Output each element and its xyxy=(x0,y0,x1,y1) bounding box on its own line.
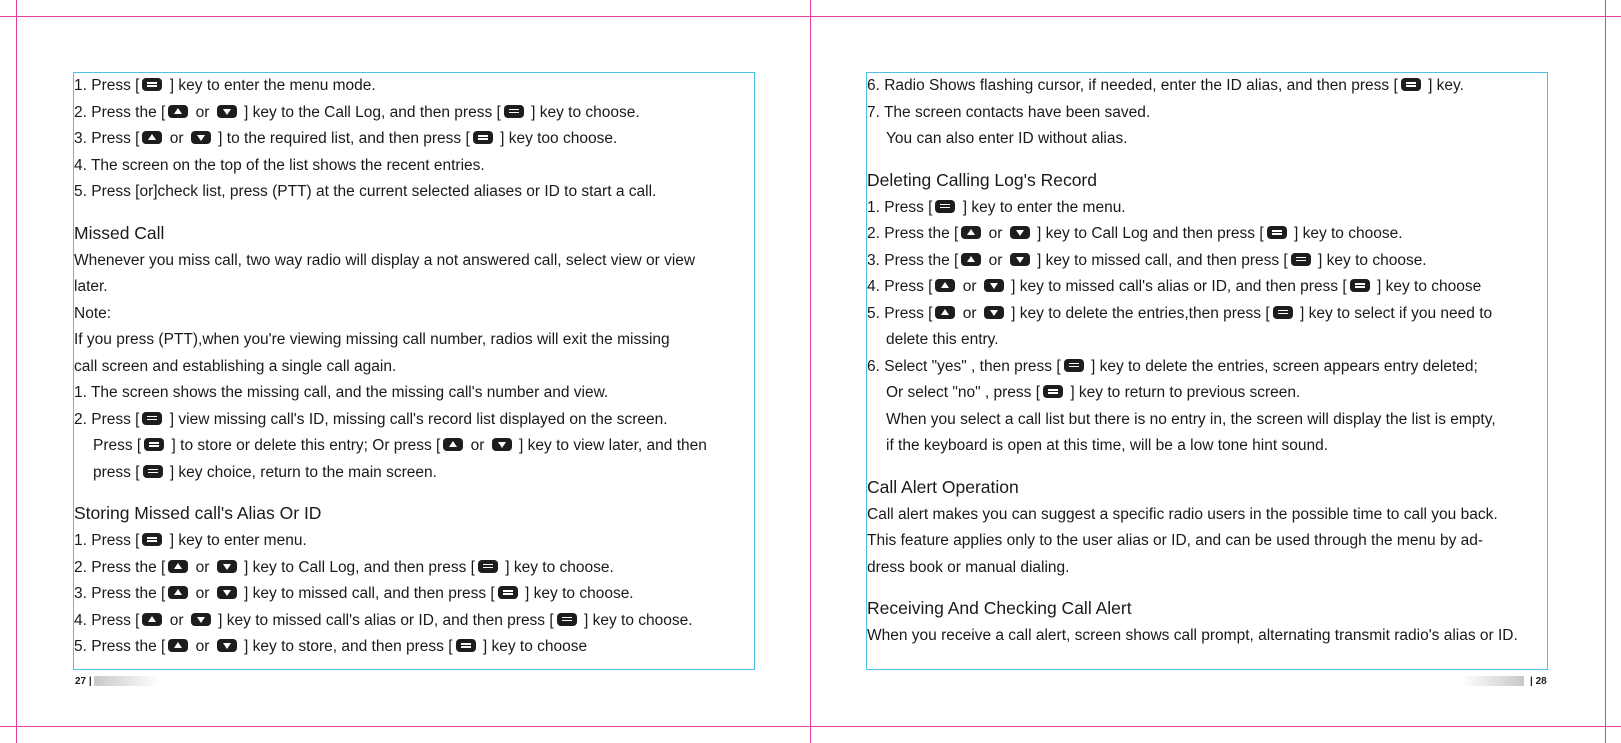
down-arrow-key-icon xyxy=(984,279,1004,292)
menu-key-icon xyxy=(478,560,498,573)
page-number-left: 27 | xyxy=(75,676,92,687)
down-arrow-key-icon xyxy=(191,613,211,626)
down-arrow-key-icon xyxy=(492,438,512,451)
step-line: 5. Press the [ or ] key to store, and then press [ ] key to choose xyxy=(74,638,588,655)
down-arrow-key-icon xyxy=(217,560,237,573)
menu-key-icon xyxy=(144,438,164,451)
up-arrow-key-icon xyxy=(168,586,188,599)
up-arrow-key-icon xyxy=(961,226,981,239)
down-arrow-key-icon xyxy=(1010,226,1030,239)
step-line: Press [ ] to store or delete this entry; Or press [ or ] key to view later, and then xyxy=(93,437,707,454)
menu-key-icon xyxy=(142,412,162,425)
step-line: 1. Press [ ] key to enter menu. xyxy=(74,532,307,549)
step-line: 1. The screen shows the missing call, and the missing call's number and view. xyxy=(74,384,609,401)
footer-gradient-bar-left xyxy=(94,676,159,686)
step-line: 4. The screen on the top of the list shows the recent entries. xyxy=(74,156,485,174)
step-line: delete this entry. xyxy=(886,331,999,348)
menu-key-icon xyxy=(1350,279,1370,292)
menu-key-icon xyxy=(935,200,955,213)
step-line: 3. Press [ or ] to the required list, and then press [ ] key too choose. xyxy=(74,130,618,147)
up-arrow-key-icon xyxy=(142,613,162,626)
paragraph-line: Whenever you miss call, two way radio will display a not answered call, select view or view xyxy=(74,251,696,269)
section-heading-storing: Storing Missed call's Alias Or ID xyxy=(74,503,322,523)
menu-key-icon xyxy=(142,78,162,91)
menu-key-icon xyxy=(498,586,518,599)
up-arrow-key-icon xyxy=(961,253,981,266)
down-arrow-key-icon xyxy=(217,586,237,599)
paragraph-line: This feature applies only to the user alias or ID, and can be used through the menu by ad- xyxy=(867,532,1484,549)
down-arrow-key-icon xyxy=(217,639,237,652)
trim-line-left xyxy=(16,0,17,743)
paragraph-line: later. xyxy=(74,278,108,295)
up-arrow-key-icon xyxy=(935,306,955,319)
left-page-text-frame xyxy=(73,72,755,670)
down-arrow-key-icon xyxy=(217,105,237,118)
up-arrow-key-icon xyxy=(142,131,162,144)
menu-key-icon xyxy=(504,105,524,118)
up-arrow-key-icon xyxy=(443,438,463,451)
step-line: 1. Press [ ] key to enter the menu. xyxy=(867,198,1126,216)
section-heading-call-alert: Call Alert Operation xyxy=(867,476,1019,497)
step-line: 6. Select "yes" , then press [ ] key to delete the entries, screen appears entry deleted; xyxy=(867,357,1478,375)
step-line: When you select a call list but there is no entry in, the screen will display the list is empty, xyxy=(886,410,1496,428)
menu-key-icon xyxy=(1043,385,1063,398)
paragraph-line: When you receive a call alert, screen shows call prompt, alternating transmit radio's alias or ID. xyxy=(867,627,1518,644)
note-label: Note: xyxy=(74,304,112,322)
step-line: 7. The screen contacts have been saved. xyxy=(867,103,1151,121)
section-heading-deleting: Deleting Calling Log's Record xyxy=(867,169,1097,190)
step-line: Or select "no" , press [ ] key to return to previous screen. xyxy=(886,384,1301,401)
up-arrow-key-icon xyxy=(168,105,188,118)
step-line: 4. Press [ or ] key to missed call's alias or ID, and then press [ ] key to choose. xyxy=(74,611,693,629)
right-page-text-frame xyxy=(866,72,1548,670)
step-line: 5. Press [or]check list, press (PTT) at the current selected aliases or ID to start a call. xyxy=(74,183,657,200)
menu-key-icon xyxy=(1267,226,1287,239)
step-line: 3. Press the [ or ] key to missed call, and then press [ ] key to choose. xyxy=(867,251,1427,269)
left-page-text xyxy=(74,73,774,661)
menu-key-icon xyxy=(1291,253,1311,266)
up-arrow-key-icon xyxy=(935,279,955,292)
menu-key-icon xyxy=(1064,359,1084,372)
paragraph-line: call screen and establishing a single call again. xyxy=(74,357,397,375)
step-line: You can also enter ID without alias. xyxy=(886,130,1128,147)
step-line: 5. Press [ or ] key to delete the entries,then press [ ] key to select if you need to xyxy=(867,304,1493,322)
trim-line-right xyxy=(1605,0,1606,743)
step-line: 2. Press the [ or ] key to the Call Log, and then press [ ] key to choose. xyxy=(74,103,640,121)
menu-key-icon xyxy=(143,465,163,478)
footer-gradient-bar-right xyxy=(1461,676,1524,686)
step-line: 3. Press the [ or ] key to missed call, and then press [ ] key to choose. xyxy=(74,585,634,602)
right-page-text xyxy=(867,73,1567,650)
step-line: 2. Press the [ or ] key to Call Log and then press [ ] key to choose. xyxy=(867,225,1403,242)
spine-line xyxy=(810,0,811,743)
section-heading-receiving: Receiving And Checking Call Alert xyxy=(867,598,1132,618)
section-heading-missed-call: Missed Call xyxy=(74,222,165,243)
paragraph-line: dress book or manual dialing. xyxy=(867,558,1070,576)
step-line: 4. Press [ or ] key to missed call's alias or ID, and then press [ ] key to choose xyxy=(867,278,1482,295)
menu-key-icon xyxy=(456,639,476,652)
step-line: if the keyboard is open at this time, will be a low tone hint sound. xyxy=(886,437,1328,454)
paragraph-line: Call alert makes you can suggest a specific radio users in the possible time to call you back. xyxy=(867,505,1498,523)
down-arrow-key-icon xyxy=(191,131,211,144)
menu-key-icon xyxy=(473,131,493,144)
up-arrow-key-icon xyxy=(168,639,188,652)
step-line: 2. Press [ ] view missing call's ID, missing call's record list displayed on the screen. xyxy=(74,410,668,428)
paragraph-line: If you press (PTT),when you're viewing missing call number, radios will exit the missing xyxy=(74,331,670,348)
page-number-right: | 28 xyxy=(1530,676,1547,687)
up-arrow-key-icon xyxy=(168,560,188,573)
step-line: 1. Press [ ] key to enter the menu mode. xyxy=(74,77,376,94)
step-line: 6. Radio Shows flashing cursor, if needed, enter the ID alias, and then press [ ] key. xyxy=(867,77,1464,94)
menu-key-icon xyxy=(142,533,162,546)
menu-key-icon xyxy=(1273,306,1293,319)
step-line: 2. Press the [ or ] key to Call Log, and then press [ ] key to choose. xyxy=(74,558,614,576)
down-arrow-key-icon xyxy=(984,306,1004,319)
menu-key-icon xyxy=(1401,78,1421,91)
step-line: press [ ] key choice, return to the main screen. xyxy=(93,463,437,481)
down-arrow-key-icon xyxy=(1010,253,1030,266)
menu-key-icon xyxy=(557,613,577,626)
